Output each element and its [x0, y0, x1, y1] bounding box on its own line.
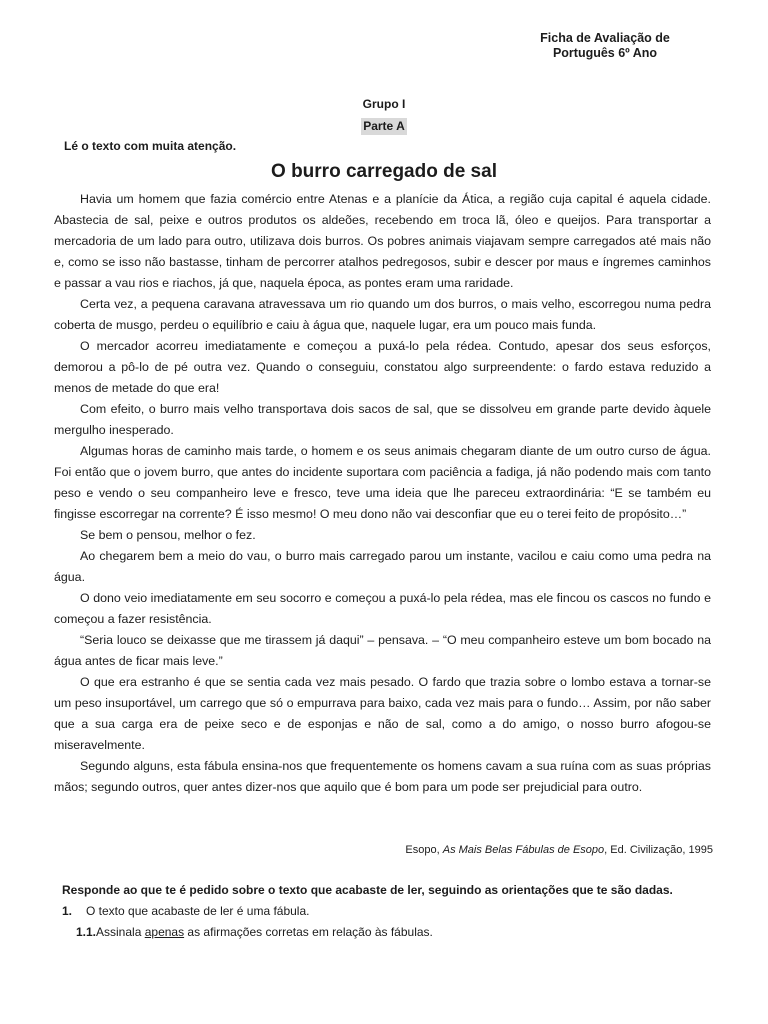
question-1-1-text: Assinala [96, 925, 145, 939]
story-paragraph: O que era estranho é que se sentia cada vez mais pesado. O fardo que trazia sobre o lombo estava a tornar-se um peso insuportável, um carrego que só o empurrava para baixo, cada vez mais para o fundo… Assim, por não saber que a sua carga era de peixe seco e de esponjas e não de sal, como a do amigo, o nosso burro afogou-se miseravelmente. [54, 675, 711, 752]
question-1-text: O texto que acabaste de ler é uma fábula. [86, 904, 310, 918]
story-paragraph: Com efeito, o burro mais velho transportava dois sacos de sal, que se dissolveu em grande parte devido àquele mergulho inesperado. [54, 402, 711, 437]
source-citation [405, 843, 713, 857]
question-1-1-number: 1.1. [76, 925, 97, 939]
questions-intro: Responde ao que te é pedido sobre o texto que acabaste de ler, seguindo as orientações que te são dadas. [62, 883, 673, 897]
group-label: Grupo I [362, 97, 406, 111]
part-label-wrapper [0, 117, 768, 135]
story-paragraph: Algumas horas de caminho mais tarde, o homem e os seus animais chegaram diante de um outro curso de água. Foi então que o jovem burro, que antes do incidente suportara com paciência a fadiga, já não podendo mais com tanto peso e vendo o seu companheiro leve e fresco, teve uma ideia que lhe pareceu extraordinária: “E se também eu fingisse escorregar na corrente? É isso mesmo! O meu dono não vai desconfiar que eu o terei feito de propósito…” [54, 444, 711, 521]
source-author: Esopo, [405, 844, 443, 856]
story-paragraph: O mercador acorreu imediatamente e começou a puxá-lo pela rédea. Contudo, apesar dos seus esforços, demorou a pô-lo de pé outra vez. Quando o conseguiu, constatou algo surpreendente: o fardo estava reduzido a menos de metade do que era! [54, 339, 711, 395]
story-title: O burro carregado de sal [271, 161, 497, 182]
story-paragraph: “Seria louco se deixasse que me tirassem já daqui” – pensava. – “O meu companheiro esteve um bom bocado na água antes de ficar mais leve.” [54, 633, 711, 668]
story-text [54, 189, 711, 798]
part-label: Parte A [363, 119, 405, 133]
source-publisher: , Ed. Civilização, 1995 [604, 844, 713, 856]
question-1-number: 1. [62, 904, 73, 918]
header-line-1: Ficha de Avaliação de [540, 31, 670, 45]
story-paragraph: Havia um homem que fazia comércio entre Atenas e a planície da Ática, a região cuja capital é aquela cidade. Abastecia de sal, peixe e outros produtos os aldeões, recebendo em troca lã, óleo e queijos. Para transportar a mercadoria de um lado para outro, utilizava dois burros. Os pobres animais viajavam sempre carregados até mais não e, como se isso não bastasse, tinham de percorrer atalhos pedregosos, subir e descer por maus e íngremes caminhos e passar a vau rios e riachos, já que, naquela época, as pontes eram uma raridade. [54, 192, 711, 290]
source-book-title: As Mais Belas Fábulas de Esopo [442, 844, 605, 856]
questions-section [62, 880, 712, 943]
story-paragraph: Certa vez, a pequena caravana atravessava um rio quando um dos burros, o mais velho, escorregou numa pedra coberta de musgo, perdeu o equilíbrio e caiu à água que, naquele lugar, era um pouco mais funda. [54, 297, 711, 332]
question-1-1-text-end: as afirmações corretas em relação às fábulas. [184, 925, 433, 939]
header-line-2: Português 6º Ano [552, 46, 658, 60]
story-paragraph: Ao chegarem bem a meio do vau, o burro mais carregado parou um instante, vacilou e caiu como uma pedra na água. [54, 549, 711, 584]
story-paragraph: O dono veio imediatamente em seu socorro e começou a puxá-lo pela rédea, mas ele fincou os cascos no fundo e começou a fazer resistência. [54, 591, 711, 626]
question-1-1-emphasis: apenas [144, 925, 185, 939]
worksheet-header [520, 31, 690, 61]
story-paragraph: Se bem o pensou, melhor o fez. [80, 528, 256, 542]
question-1 [62, 901, 712, 922]
story-paragraph: Segundo alguns, esta fábula ensina-nos que frequentemente os homens cavam a sua ruína com as suas próprias mãos; segundo outros, quer antes dizer-nos que aquilo que é bom para um pode ser prejudicial para outro. [54, 759, 711, 794]
reading-instruction: Lé o texto com muita atenção. [64, 139, 237, 153]
question-1-1 [76, 922, 712, 943]
